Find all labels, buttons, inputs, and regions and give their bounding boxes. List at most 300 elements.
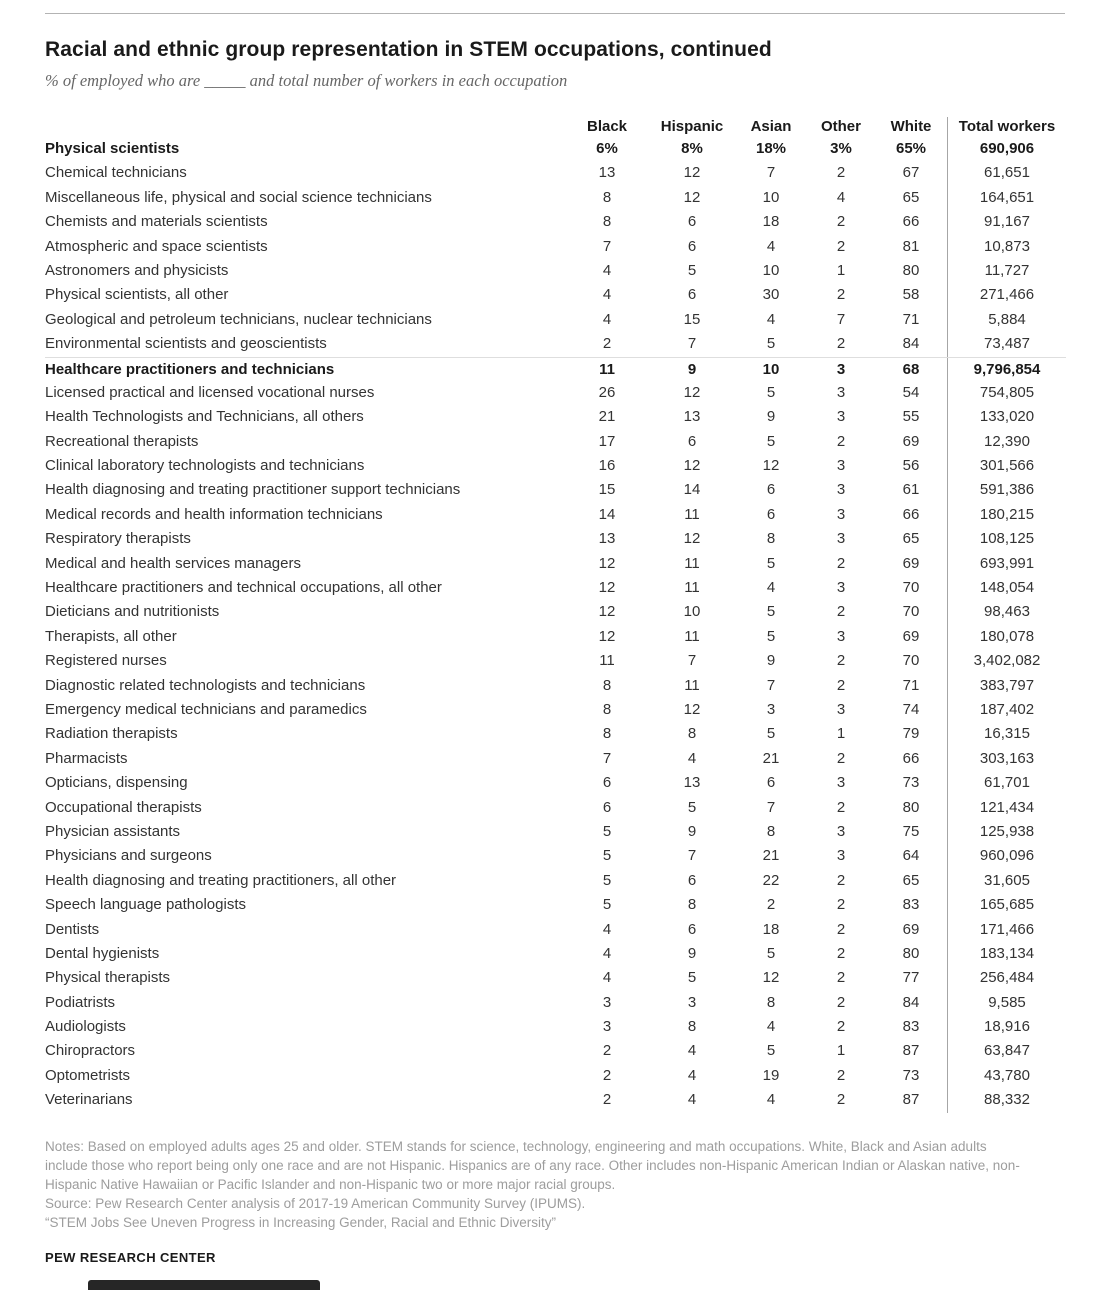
occupation-label: Licensed practical and licensed vocational nurses [45, 383, 375, 401]
hispanic-value: 8 [687, 896, 697, 914]
black-value: 11 [599, 360, 615, 378]
asian-value: 5 [766, 627, 776, 645]
occupation-label: Speech language pathologists [45, 896, 246, 914]
figure-subtitle: % of employed who are _____ and total number of workers in each occupation [45, 71, 568, 90]
other-value: 3 [836, 457, 846, 475]
other-value: 4 [836, 188, 846, 206]
table-row [45, 552, 1066, 576]
black-value: 15 [598, 481, 616, 499]
other-value: 2 [836, 969, 846, 987]
black-value: 8 [602, 700, 612, 718]
total-workers-value: 383,797 [947, 674, 1066, 698]
asian-value: 5 [766, 603, 776, 621]
white-value: 65% [895, 140, 927, 157]
asian-value: 21 [762, 749, 780, 767]
total-workers-value: 108,125 [947, 527, 1066, 551]
white-value: 73 [902, 774, 920, 792]
hispanic-value: 14 [683, 481, 701, 499]
table-row [45, 820, 1066, 844]
total-workers-value: 91,167 [947, 210, 1066, 234]
white-value: 73 [902, 1066, 920, 1084]
white-value: 87 [902, 1091, 920, 1109]
bottom-scrollbar-thumb[interactable] [88, 1280, 320, 1290]
total-workers-value: 690,906 [947, 137, 1066, 161]
occupation-label: Physicians and surgeons [45, 847, 212, 865]
other-value: 1 [836, 1042, 846, 1060]
black-value: 7 [602, 237, 612, 255]
table-row [45, 869, 1066, 893]
white-value: 83 [902, 896, 920, 914]
occupation-label: Veterinarians [45, 1091, 133, 1109]
white-value: 61 [902, 481, 920, 499]
source-text: Source: Pew Research Center analysis of 2017-19 American Community Survey (IPUMS). [45, 1195, 586, 1211]
occupation-label: Healthcare practitioners and technicians [45, 360, 335, 378]
hispanic-value: 6 [687, 920, 697, 938]
other-value: 3 [836, 505, 846, 523]
other-value: 3 [836, 360, 846, 378]
column-header-asian: Asian [750, 118, 792, 135]
occupation-label: Diagnostic related technologists and technicians [45, 676, 366, 694]
hispanic-value: 6 [687, 237, 697, 255]
asian-value: 7 [766, 164, 776, 182]
total-workers-value: 10,873 [947, 235, 1066, 259]
occupation-label: Chiropractors [45, 1042, 136, 1060]
total-workers-value: 591,386 [947, 478, 1066, 502]
asian-value: 8 [766, 993, 776, 1011]
total-workers-value: 12,390 [947, 430, 1066, 454]
occupation-label: Miscellaneous life, physical and social science technicians [45, 188, 432, 206]
hispanic-value: 11 [684, 505, 700, 523]
asian-value: 5 [766, 1042, 776, 1060]
total-workers-value: 180,215 [947, 503, 1066, 527]
black-value: 6 [602, 774, 612, 792]
black-value: 12 [598, 627, 616, 645]
white-value: 58 [902, 286, 920, 304]
hispanic-value: 8 [687, 1018, 697, 1036]
total-workers-value: 303,163 [947, 747, 1066, 771]
hispanic-value: 7 [687, 847, 697, 865]
other-value: 2 [836, 213, 846, 231]
asian-value: 10 [762, 360, 780, 378]
asian-value: 12 [762, 457, 780, 475]
table-header-row [45, 107, 1066, 137]
asian-value: 6 [766, 774, 776, 792]
asian-value: 18 [762, 920, 780, 938]
table-row [45, 527, 1066, 551]
table-row [45, 893, 1066, 917]
table-row [45, 210, 1066, 234]
total-workers-value: 73,487 [947, 332, 1066, 356]
other-value: 2 [836, 871, 846, 889]
asian-value: 22 [762, 871, 780, 889]
white-value: 74 [902, 700, 920, 718]
other-value: 2 [836, 432, 846, 450]
table-row [45, 381, 1066, 405]
total-workers-value: 164,651 [947, 186, 1066, 210]
black-value: 8 [602, 188, 612, 206]
black-value: 4 [602, 261, 612, 279]
white-value: 71 [902, 676, 920, 694]
other-value: 3 [836, 822, 846, 840]
black-value: 2 [602, 1066, 612, 1084]
asian-value: 2 [766, 896, 776, 914]
occupation-label: Radiation therapists [45, 725, 178, 743]
table-row [45, 1088, 1066, 1112]
occupation-label: Occupational therapists [45, 798, 202, 816]
other-value: 2 [836, 798, 846, 816]
hispanic-value: 4 [687, 1091, 697, 1109]
black-value: 16 [598, 457, 616, 475]
occupation-label: Physical scientists [45, 140, 180, 157]
black-value: 5 [602, 871, 612, 889]
table-row [45, 259, 1066, 283]
table-row [45, 1064, 1066, 1088]
hispanic-value: 5 [687, 261, 697, 279]
occupation-label: Physical scientists, all other [45, 286, 229, 304]
black-value: 2 [602, 1091, 612, 1109]
table-row [45, 698, 1066, 722]
total-workers-value: 11,727 [947, 259, 1066, 283]
column-header-white: White [890, 118, 932, 135]
black-value: 2 [602, 1042, 612, 1060]
table-row [45, 1039, 1066, 1063]
white-value: 68 [902, 360, 920, 378]
total-workers-value: 693,991 [947, 552, 1066, 576]
table-row [45, 503, 1066, 527]
hispanic-value: 15 [683, 310, 701, 328]
black-value: 12 [598, 579, 616, 597]
total-workers-value: 271,466 [947, 283, 1066, 307]
table-row [45, 966, 1066, 990]
white-value: 84 [902, 993, 920, 1011]
table-row [45, 186, 1066, 210]
white-value: 69 [902, 554, 920, 572]
table-row [45, 918, 1066, 942]
other-value: 3% [830, 140, 852, 157]
total-workers-value: 63,847 [947, 1039, 1066, 1063]
table-row [45, 478, 1066, 502]
other-value: 2 [836, 652, 846, 670]
black-value: 5 [602, 847, 612, 865]
white-value: 66 [902, 505, 920, 523]
black-value: 8 [602, 725, 612, 743]
total-workers-value: 5,884 [947, 308, 1066, 332]
other-value: 3 [836, 627, 846, 645]
black-value: 11 [599, 652, 615, 670]
hispanic-value: 12 [683, 164, 701, 182]
total-workers-value: 61,701 [947, 771, 1066, 795]
column-header-black: Black [586, 118, 628, 135]
table-body [45, 137, 1066, 1113]
other-value: 2 [836, 1091, 846, 1109]
hispanic-value: 5 [687, 969, 697, 987]
white-value: 70 [902, 652, 920, 670]
other-value: 3 [836, 847, 846, 865]
occupation-label: Healthcare practitioners and technical occupations, all other [45, 579, 442, 597]
occupation-label: Dentists [45, 920, 100, 938]
hispanic-value: 8% [681, 140, 703, 157]
occupation-label: Opticians, dispensing [45, 774, 188, 792]
asian-value: 6 [766, 481, 776, 499]
asian-value: 7 [766, 798, 776, 816]
asian-value: 6 [766, 505, 776, 523]
table-row [45, 576, 1066, 600]
other-value: 2 [836, 603, 846, 621]
total-workers-value: 98,463 [947, 600, 1066, 624]
occupation-label: Physical therapists [45, 969, 171, 987]
asian-value: 10 [762, 188, 780, 206]
black-value: 8 [602, 676, 612, 694]
total-workers-value: 960,096 [947, 844, 1066, 868]
occupation-label: Chemists and materials scientists [45, 213, 268, 231]
hispanic-value: 9 [687, 822, 697, 840]
total-workers-value: 183,134 [947, 942, 1066, 966]
asian-value: 4 [766, 1018, 776, 1036]
hispanic-value: 9 [687, 360, 697, 378]
total-workers-value: 88,332 [947, 1088, 1066, 1112]
black-value: 4 [602, 920, 612, 938]
other-value: 2 [836, 920, 846, 938]
column-header-other: Other [820, 118, 861, 135]
hispanic-value: 6 [687, 871, 697, 889]
black-value: 7 [602, 749, 612, 767]
black-value: 4 [602, 310, 612, 328]
hispanic-value: 4 [687, 1066, 697, 1084]
black-value: 13 [598, 530, 616, 548]
black-value: 12 [598, 603, 616, 621]
occupation-label: Medical and health services managers [45, 554, 301, 572]
total-workers-value: 180,078 [947, 625, 1066, 649]
white-value: 75 [902, 822, 920, 840]
table-row [45, 942, 1066, 966]
table-row [45, 600, 1066, 624]
asian-value: 4 [766, 237, 776, 255]
white-value: 83 [902, 1018, 920, 1036]
white-value: 79 [902, 725, 920, 743]
occupation-label: Health Technologists and Technicians, all others [45, 408, 364, 426]
white-value: 69 [902, 627, 920, 645]
asian-value: 5 [766, 383, 776, 401]
table-row [45, 405, 1066, 429]
hispanic-value: 12 [683, 188, 701, 206]
white-value: 56 [902, 457, 920, 475]
hispanic-value: 11 [684, 627, 700, 645]
black-value: 26 [598, 383, 616, 401]
table-row [45, 771, 1066, 795]
other-value: 2 [836, 286, 846, 304]
asian-value: 5 [766, 432, 776, 450]
column-header-hispanic: Hispanic [660, 118, 724, 135]
other-value: 1 [836, 725, 846, 743]
hispanic-value: 13 [683, 408, 701, 426]
black-value: 3 [602, 1018, 612, 1036]
asian-value: 5 [766, 944, 776, 962]
occupation-label: Dental hygienists [45, 944, 160, 962]
asian-value: 10 [762, 261, 780, 279]
hispanic-value: 6 [687, 432, 697, 450]
white-value: 69 [902, 920, 920, 938]
asian-value: 12 [762, 969, 780, 987]
black-value: 13 [598, 164, 616, 182]
table-row [45, 844, 1066, 868]
asian-value: 30 [762, 286, 780, 304]
total-workers-value: 9,796,854 [947, 358, 1066, 381]
occupation-label: Dieticians and nutritionists [45, 603, 220, 621]
asian-value: 9 [766, 408, 776, 426]
other-value: 3 [836, 774, 846, 792]
table-row [45, 674, 1066, 698]
other-value: 2 [836, 896, 846, 914]
white-value: 55 [902, 408, 920, 426]
table-row [45, 796, 1066, 820]
hispanic-value: 6 [687, 213, 697, 231]
asian-value: 18% [755, 140, 787, 157]
white-value: 80 [902, 261, 920, 279]
other-value: 3 [836, 481, 846, 499]
table-row [45, 161, 1066, 185]
hispanic-value: 4 [687, 749, 697, 767]
table-row [45, 747, 1066, 771]
other-value: 3 [836, 579, 846, 597]
table-row [45, 430, 1066, 454]
black-value: 14 [598, 505, 616, 523]
total-workers-value: 31,605 [947, 869, 1066, 893]
occupation-label: Physician assistants [45, 822, 181, 840]
white-value: 87 [902, 1042, 920, 1060]
total-workers-value: 187,402 [947, 698, 1066, 722]
hispanic-value: 4 [687, 1042, 697, 1060]
table-row [45, 357, 1066, 381]
column-header-total-workers: Total workers [947, 117, 1066, 137]
white-value: 65 [902, 530, 920, 548]
white-value: 67 [902, 164, 920, 182]
other-value: 2 [836, 749, 846, 767]
white-value: 64 [902, 847, 920, 865]
other-value: 3 [836, 700, 846, 718]
table-row [45, 991, 1066, 1015]
asian-value: 9 [766, 652, 776, 670]
occupation-label: Atmospheric and space scientists [45, 237, 268, 255]
black-value: 6 [602, 798, 612, 816]
other-value: 2 [836, 993, 846, 1011]
black-value: 3 [602, 993, 612, 1011]
white-value: 80 [902, 798, 920, 816]
table-row [45, 454, 1066, 478]
asian-value: 8 [766, 822, 776, 840]
total-workers-value: 3,402,082 [947, 649, 1066, 673]
black-value: 8 [602, 213, 612, 231]
occupation-label: Pharmacists [45, 749, 128, 767]
total-workers-value: 43,780 [947, 1064, 1066, 1088]
total-workers-value: 125,938 [947, 820, 1066, 844]
total-workers-value: 148,054 [947, 576, 1066, 600]
white-value: 66 [902, 213, 920, 231]
asian-value: 5 [766, 335, 776, 353]
black-value: 2 [602, 335, 612, 353]
hispanic-value: 13 [683, 774, 701, 792]
other-value: 7 [836, 310, 846, 328]
other-value: 2 [836, 335, 846, 353]
white-value: 84 [902, 335, 920, 353]
total-workers-value: 61,651 [947, 161, 1066, 185]
other-value: 2 [836, 1066, 846, 1084]
black-value: 4 [602, 286, 612, 304]
other-value: 3 [836, 383, 846, 401]
black-value: 5 [602, 896, 612, 914]
asian-value: 4 [766, 579, 776, 597]
occupation-label: Recreational therapists [45, 432, 199, 450]
black-value: 6% [596, 140, 618, 157]
hispanic-value: 11 [684, 579, 700, 597]
black-value: 5 [602, 822, 612, 840]
occupation-label: Environmental scientists and geoscientists [45, 335, 327, 353]
stem-occupations-table [45, 107, 1066, 1113]
occupation-label: Astronomers and physicists [45, 261, 229, 279]
hispanic-value: 7 [687, 335, 697, 353]
other-value: 2 [836, 164, 846, 182]
asian-value: 5 [766, 725, 776, 743]
white-value: 80 [902, 944, 920, 962]
notes-text: Notes: Based on employed adults ages 25 and older. STEM stands for science, technology, engineering and math occupations. White, Black and Asian adults include those who report being only one race and are not Hispanic. Hispanics are of any race. Other includes non-Hispanic American Indian or Alaskan native, non-Hispanic Native Hawaiian or Pacific Islander and non-Hispanic two or more major racial groups. [45, 1138, 1020, 1192]
black-value: 4 [602, 944, 612, 962]
asian-value: 4 [766, 1091, 776, 1109]
black-value: 4 [602, 969, 612, 987]
other-value: 3 [836, 408, 846, 426]
total-workers-value: 18,916 [947, 1015, 1066, 1039]
white-value: 71 [902, 310, 920, 328]
hispanic-value: 11 [684, 554, 700, 572]
asian-value: 21 [762, 847, 780, 865]
occupation-label: Geological and petroleum technicians, nuclear technicians [45, 310, 432, 328]
white-value: 70 [902, 603, 920, 621]
hispanic-value: 8 [687, 725, 697, 743]
black-value: 17 [598, 432, 616, 450]
total-workers-value: 301,566 [947, 454, 1066, 478]
top-rule [45, 13, 1065, 14]
footnotes [45, 1137, 1020, 1232]
table-row [45, 283, 1066, 307]
table-row [45, 235, 1066, 259]
black-value: 21 [598, 408, 616, 426]
occupation-label: Health diagnosing and treating practitioners, all other [45, 871, 397, 889]
hispanic-value: 12 [683, 383, 701, 401]
hispanic-value: 3 [687, 993, 697, 1011]
total-workers-value: 9,585 [947, 991, 1066, 1015]
occupation-label: Emergency medical technicians and paramedics [45, 700, 367, 718]
asian-value: 8 [766, 530, 776, 548]
white-value: 70 [902, 579, 920, 597]
other-value: 2 [836, 554, 846, 572]
hispanic-value: 12 [683, 700, 701, 718]
other-value: 1 [836, 261, 846, 279]
white-value: 69 [902, 432, 920, 450]
table-row [45, 722, 1066, 746]
hispanic-value: 6 [687, 286, 697, 304]
white-value: 66 [902, 749, 920, 767]
occupation-label: Therapists, all other [45, 627, 177, 645]
occupation-label: Clinical laboratory technologists and technicians [45, 457, 365, 475]
other-value: 2 [836, 676, 846, 694]
occupation-label: Audiologists [45, 1018, 126, 1036]
hispanic-value: 12 [683, 457, 701, 475]
total-workers-value: 133,020 [947, 405, 1066, 429]
table-row [45, 332, 1066, 356]
table-row [45, 649, 1066, 673]
hispanic-value: 5 [687, 798, 697, 816]
other-value: 2 [836, 944, 846, 962]
total-workers-value: 121,434 [947, 796, 1066, 820]
occupation-label: Respiratory therapists [45, 530, 191, 548]
